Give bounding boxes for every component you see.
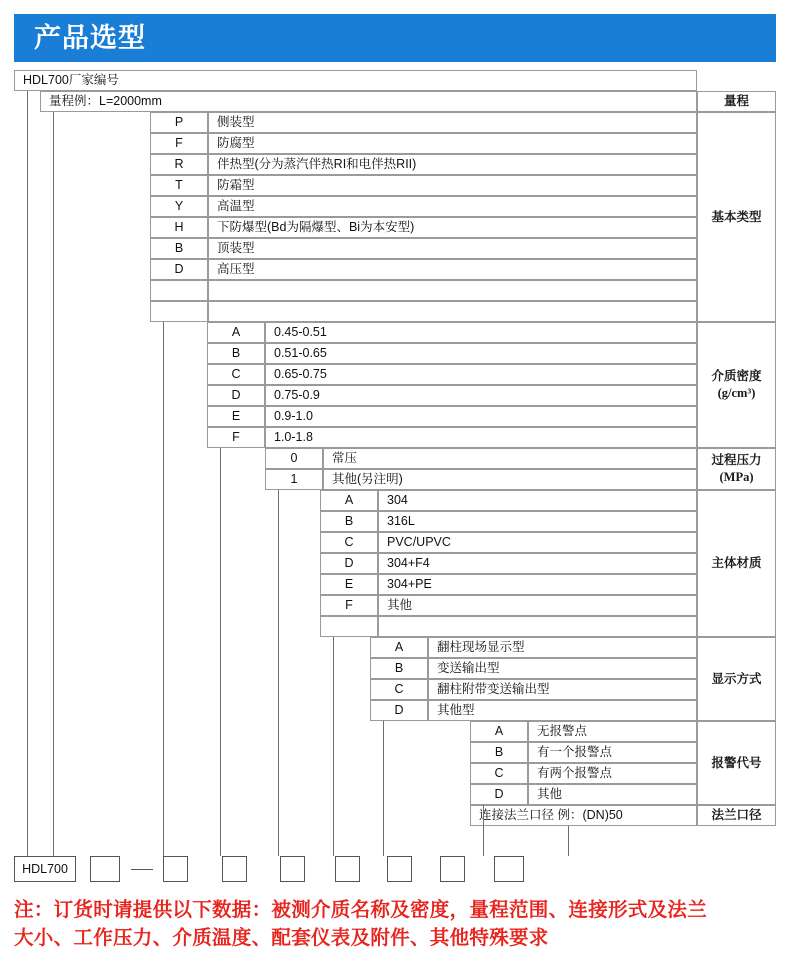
- row-body_material-code-6: [320, 616, 378, 637]
- category-unit: (g/cm³): [717, 386, 756, 400]
- page-title: 产品选型: [34, 22, 146, 53]
- row-basic_type-desc-9: [208, 301, 697, 322]
- model-code-boxes: [0, 856, 790, 898]
- row-basic_type-code-2: R: [150, 154, 208, 175]
- range-example-cell: 量程例：L=2000mm: [40, 91, 697, 112]
- row-body_material-desc-6: [378, 616, 697, 637]
- connector-line: [27, 91, 28, 856]
- category-label: 介质密度: [711, 369, 762, 384]
- row-alarm_code-desc-1: 有一个报警点: [528, 742, 697, 763]
- category-label: 量程: [723, 94, 749, 109]
- row-basic_type-desc-4: 高温型: [208, 196, 697, 217]
- connector-line: [53, 112, 54, 856]
- row-basic_type-code-1: F: [150, 133, 208, 154]
- row-basic_type-desc-0: 侧装型: [208, 112, 697, 133]
- code-separator-dash: [131, 869, 153, 870]
- connector-line: [333, 637, 334, 856]
- connector-line: [568, 826, 569, 856]
- category-range: [697, 91, 776, 112]
- connector-line: [220, 448, 221, 856]
- model-number-cell: HDL700厂家编号: [14, 70, 697, 91]
- row-display_mode-desc-0: 翻柱现场显示型: [428, 637, 697, 658]
- code-box-range[interactable]: [90, 856, 120, 882]
- row-alarm_code-code-3: D: [470, 784, 528, 805]
- category-label: 过程压力: [711, 453, 762, 468]
- order-note-line-1: 注：订货时请提供以下数据：被测介质名称及密度，量程范围、连接形式及法兰: [14, 899, 708, 921]
- row-display_mode-code-0: A: [370, 637, 428, 658]
- code-box-basic-type[interactable]: [163, 856, 188, 882]
- row-medium_density-code-4: E: [207, 406, 265, 427]
- row-alarm_code-desc-3: 其他: [528, 784, 697, 805]
- connector-line: [483, 805, 484, 856]
- row-body_material-code-0: A: [320, 490, 378, 511]
- category-display_mode: [697, 637, 776, 721]
- row-basic_type-code-3: T: [150, 175, 208, 196]
- row-basic_type-desc-6: 顶装型: [208, 238, 697, 259]
- row-process_pressure-desc-1: 其他(另注明): [323, 469, 697, 490]
- row-body_material-desc-3: 304+F4: [378, 553, 697, 574]
- category-medium_density: [697, 322, 776, 448]
- row-basic_type-desc-7: 高压型: [208, 259, 697, 280]
- row-display_mode-desc-3: 其他型: [428, 700, 697, 721]
- row-body_material-code-2: C: [320, 532, 378, 553]
- row-medium_density-desc-3: 0.75-0.9: [265, 385, 697, 406]
- row-body_material-desc-4: 304+PE: [378, 574, 697, 595]
- row-flange_size-desc: 连接法兰口径 例：(DN)50: [470, 805, 697, 826]
- row-alarm_code-code-1: B: [470, 742, 528, 763]
- row-medium_density-code-5: F: [207, 427, 265, 448]
- order-note: [14, 896, 776, 953]
- row-basic_type-desc-5: 下防爆型(Bd为隔爆型、Bi为本安型): [208, 217, 697, 238]
- category-unit: (MPa): [719, 470, 754, 484]
- row-basic_type-code-6: B: [150, 238, 208, 259]
- row-basic_type-desc-2: 伴热型(分为蒸汽伴热RI和电伴热RII): [208, 154, 697, 175]
- code-box-density[interactable]: [222, 856, 247, 882]
- row-medium_density-desc-1: 0.51-0.65: [265, 343, 697, 364]
- category-label: 报警代号: [711, 755, 762, 770]
- row-alarm_code-code-2: C: [470, 763, 528, 784]
- code-box-alarm-code[interactable]: [440, 856, 465, 882]
- category-alarm_code: [697, 721, 776, 805]
- category-body_material: [697, 490, 776, 637]
- row-body_material-code-4: E: [320, 574, 378, 595]
- row-medium_density-desc-2: 0.65-0.75: [265, 364, 697, 385]
- row-display_mode-code-2: C: [370, 679, 428, 700]
- row-body_material-code-1: B: [320, 511, 378, 532]
- row-body_material-desc-1: 316L: [378, 511, 697, 532]
- row-process_pressure-desc-0: 常压: [323, 448, 697, 469]
- row-body_material-desc-2: PVC/UPVC: [378, 532, 697, 553]
- connector-line: [383, 721, 384, 856]
- category-label: 基本类型: [711, 209, 762, 224]
- row-body_material-desc-0: 304: [378, 490, 697, 511]
- category-basic_type: [697, 112, 776, 322]
- row-basic_type-desc-1: 防腐型: [208, 133, 697, 154]
- row-display_mode-desc-1: 变送输出型: [428, 658, 697, 679]
- row-medium_density-code-2: C: [207, 364, 265, 385]
- connector-line: [163, 322, 164, 856]
- code-box-flange-size[interactable]: [494, 856, 524, 882]
- product-selection-matrix: [14, 70, 776, 823]
- row-medium_density-code-0: A: [207, 322, 265, 343]
- page-header-banner: [14, 14, 776, 62]
- row-basic_type-code-9: [150, 301, 208, 322]
- category-flange_size: [697, 805, 776, 826]
- code-box-pressure[interactable]: [280, 856, 305, 882]
- code-box-material[interactable]: [335, 856, 360, 882]
- row-basic_type-code-4: Y: [150, 196, 208, 217]
- row-body_material-code-5: F: [320, 595, 378, 616]
- row-body_material-code-3: D: [320, 553, 378, 574]
- row-medium_density-desc-5: 1.0-1.8: [265, 427, 697, 448]
- row-alarm_code-code-0: A: [470, 721, 528, 742]
- row-basic_type-desc-3: 防霜型: [208, 175, 697, 196]
- row-process_pressure-code-1: 1: [265, 469, 323, 490]
- row-alarm_code-desc-0: 无报警点: [528, 721, 697, 742]
- category-label: 法兰口径: [711, 808, 762, 823]
- row-basic_type-code-5: H: [150, 217, 208, 238]
- row-display_mode-code-1: B: [370, 658, 428, 679]
- row-basic_type-code-8: [150, 280, 208, 301]
- row-body_material-desc-5: 其他: [378, 595, 697, 616]
- row-basic_type-code-0: P: [150, 112, 208, 133]
- connector-line: [278, 490, 279, 856]
- row-medium_density-desc-4: 0.9-1.0: [265, 406, 697, 427]
- row-medium_density-code-3: D: [207, 385, 265, 406]
- row-alarm_code-desc-2: 有两个报警点: [528, 763, 697, 784]
- code-box-display-mode[interactable]: [387, 856, 412, 882]
- row-display_mode-code-3: D: [370, 700, 428, 721]
- code-box-model[interactable]: HDL700: [14, 856, 76, 882]
- row-medium_density-desc-0: 0.45-0.51: [265, 322, 697, 343]
- order-note-line-2: 大小、工作压力、介质温度、配套仪表及附件、其他特殊要求: [14, 927, 549, 950]
- row-process_pressure-code-0: 0: [265, 448, 323, 469]
- row-display_mode-desc-2: 翻柱附带变送输出型: [428, 679, 697, 700]
- row-basic_type-code-7: D: [150, 259, 208, 280]
- row-medium_density-code-1: B: [207, 343, 265, 364]
- category-label: 显示方式: [711, 671, 762, 686]
- category-label: 主体材质: [711, 556, 762, 571]
- row-basic_type-desc-8: [208, 280, 697, 301]
- category-process_pressure: [697, 448, 776, 490]
